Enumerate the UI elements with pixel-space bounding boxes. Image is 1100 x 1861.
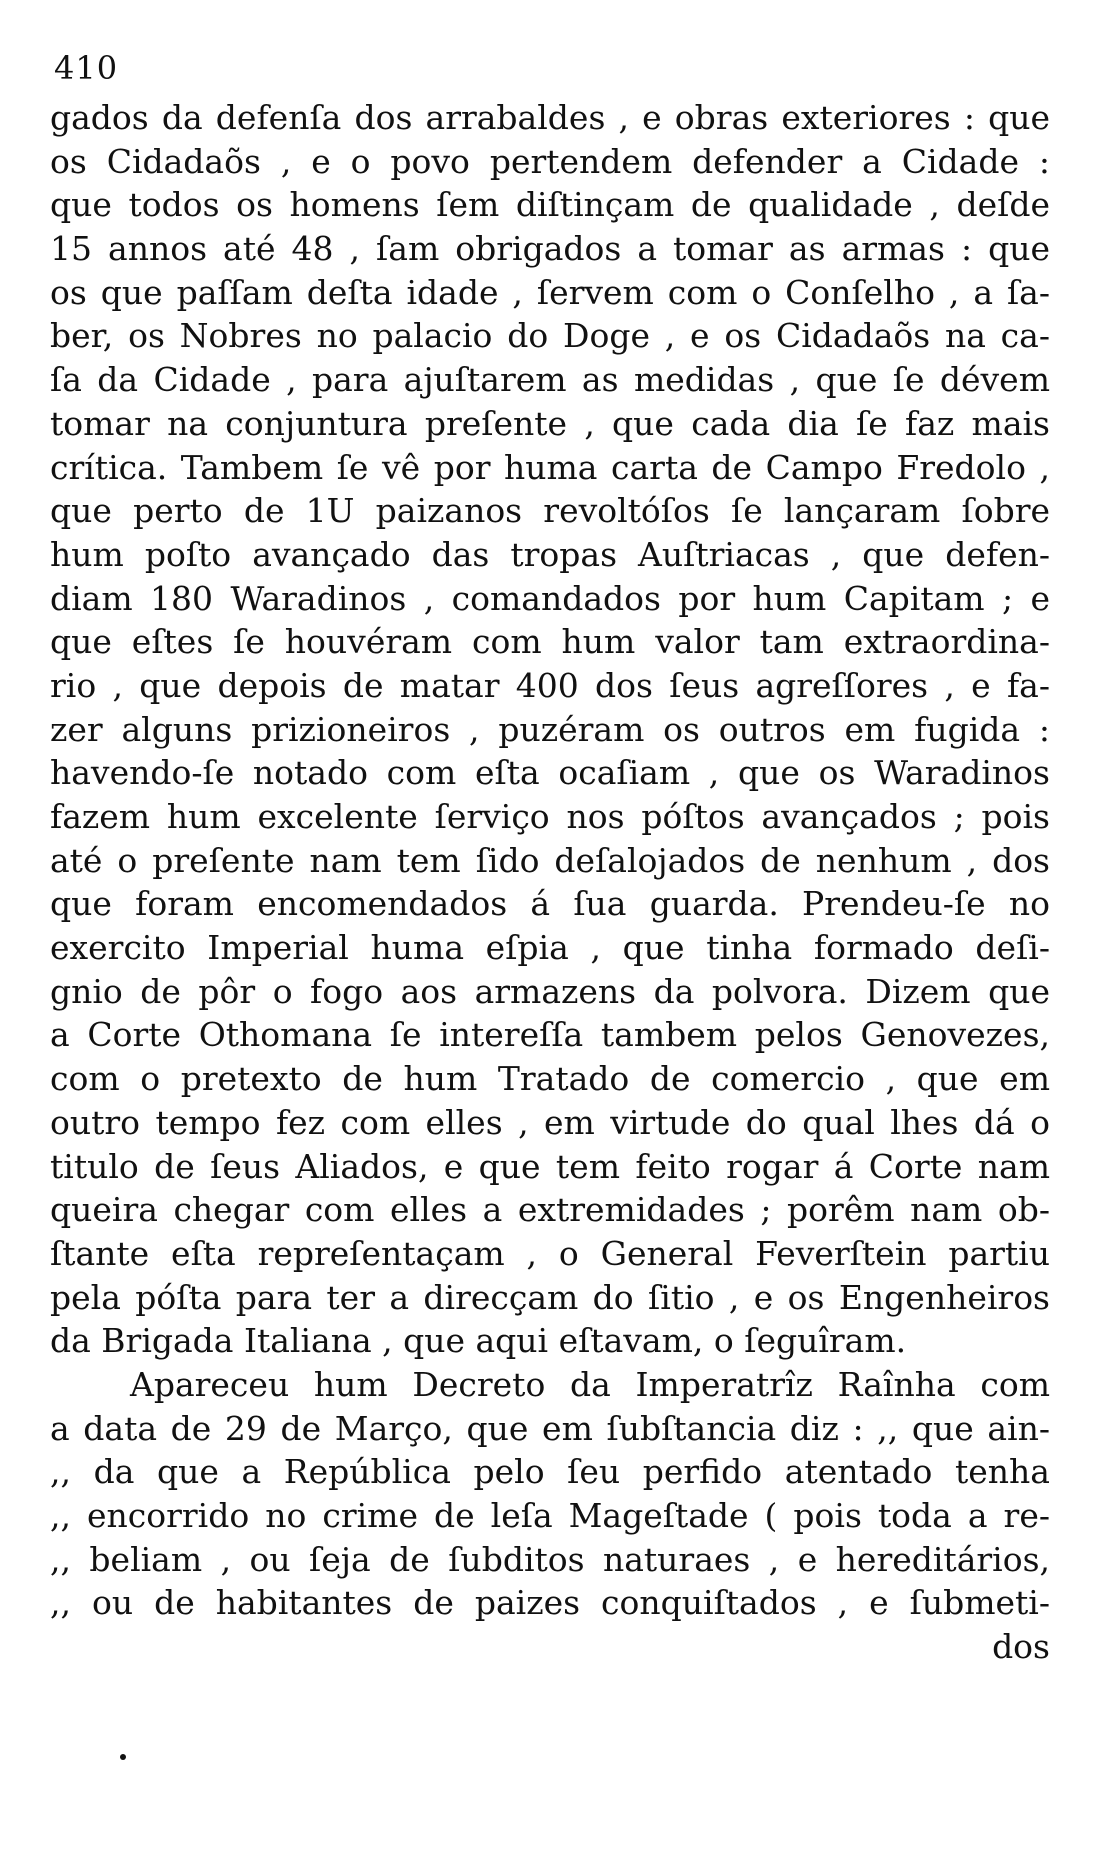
quoted-line: ,, da que a República pelo ſeu perfido atentado tenha	[50, 1452, 1050, 1492]
text-line: a Corte Othomana ſe intereſſa tambem pelos Genovezes,	[50, 1015, 1050, 1055]
text-line: ber, os Nobres no palacio do Doge , e os Cidadaõs na ca-	[50, 316, 1050, 356]
text-line: diam 180 Waradinos , comandados por hum Capitam ; e	[50, 578, 1050, 618]
paragraph-start-line: Apareceu hum Decreto da Imperatrîz Raînha com	[130, 1364, 1050, 1404]
quoted-line: ,, beliam , ou ſeja de ſubditos naturaes , e hereditários,	[50, 1539, 1050, 1579]
text-line: pela póſta para ter a direcçam do ſitio , e os Engenheiros	[50, 1277, 1050, 1317]
text-line: com o pretexto de hum Tratado de comercio , que em	[50, 1059, 1050, 1099]
body-text	[50, 96, 1050, 1669]
text-line: até o preſente nam tem ſido deſalojados de nenhum , dos	[50, 840, 1050, 880]
text-line: da Brigada Italiana , que aqui eſtavam, o ſeguîram.	[50, 1321, 907, 1361]
text-line: que todos os homens ſem diſtinçam de qualidade , deſde	[50, 185, 1050, 225]
text-line: ſa da Cidade , para ajuſtarem as medidas , que ſe dévem	[50, 360, 1050, 400]
text-line: os Cidadaõs , e o povo pertendem defender a Cidade :	[50, 141, 1050, 181]
text-line: havendo-ſe notado com eſta ocaſiam , que os Waradinos	[50, 753, 1050, 793]
text-line: que eſtes ſe houvéram com hum valor tam extraordina-	[50, 622, 1050, 662]
text-line: fazem hum excelente ſerviço nos póſtos avançados ; pois	[50, 797, 1050, 836]
quoted-line: ,, encorrido no crime de leſa Mageſtade ( pois toda a re-	[50, 1496, 1050, 1535]
text-line: os que paſſam deſta idade , ſervem com o Conſelho , a ſa-	[50, 272, 1050, 312]
text-line: crítica. Tambem ſe vê por huma carta de Campo Fredolo ,	[50, 447, 1050, 487]
page-number: 410	[54, 49, 119, 87]
text-line: que perto de 1U paizanos revoltóſos ſe lançaram ſobre	[50, 491, 1050, 531]
text-line: que foram encomendados á ſua guarda. Prendeu-ſe no	[50, 884, 1050, 924]
text-line: gnio de pôr o fogo aos armazens da polvora. Dizem que	[50, 971, 1050, 1011]
text-line: a data de 29 de Março, que em ſubſtancia diz : ,, que ain-	[50, 1408, 1050, 1448]
catchword: dos	[992, 1627, 1050, 1667]
text-line: zer alguns prizioneiros , puzéram os outros em fugida :	[50, 709, 1050, 749]
text-line: titulo de ſeus Aliados, e que tem feito rogar á Corte nam	[50, 1146, 1050, 1186]
text-line: hum poſto avançado das tropas Auſtriacas , que defen-	[50, 534, 1050, 574]
text-line: gados da defenſa dos arrabaldes , e obras exteriores : que	[50, 98, 1050, 137]
text-line: 15 annos até 48 , ſam obrigados a tomar as armas : que	[50, 229, 1050, 269]
ink-speck	[120, 1754, 126, 1760]
text-line: ſtante eſta repreſentaçam , o General Feverſtein partiu	[50, 1233, 1050, 1273]
quoted-line: ,, ou de habitantes de paizes conquiſtados , e ſubmeti-	[50, 1583, 1050, 1623]
text-line: outro tempo fez com elles , em virtude do qual lhes dá o	[50, 1102, 1050, 1142]
text-line: rio , que depois de matar 400 dos ſeus agreſſores , e fa-	[50, 665, 1050, 705]
text-line: queira chegar com elles a extremidades ; porêm nam ob-	[50, 1190, 1050, 1230]
text-line: exercito Imperial huma eſpia , que tinha formado deſi-	[50, 928, 1050, 968]
text-line: tomar na conjuntura preſente , que cada dia ſe faz mais	[50, 403, 1050, 443]
